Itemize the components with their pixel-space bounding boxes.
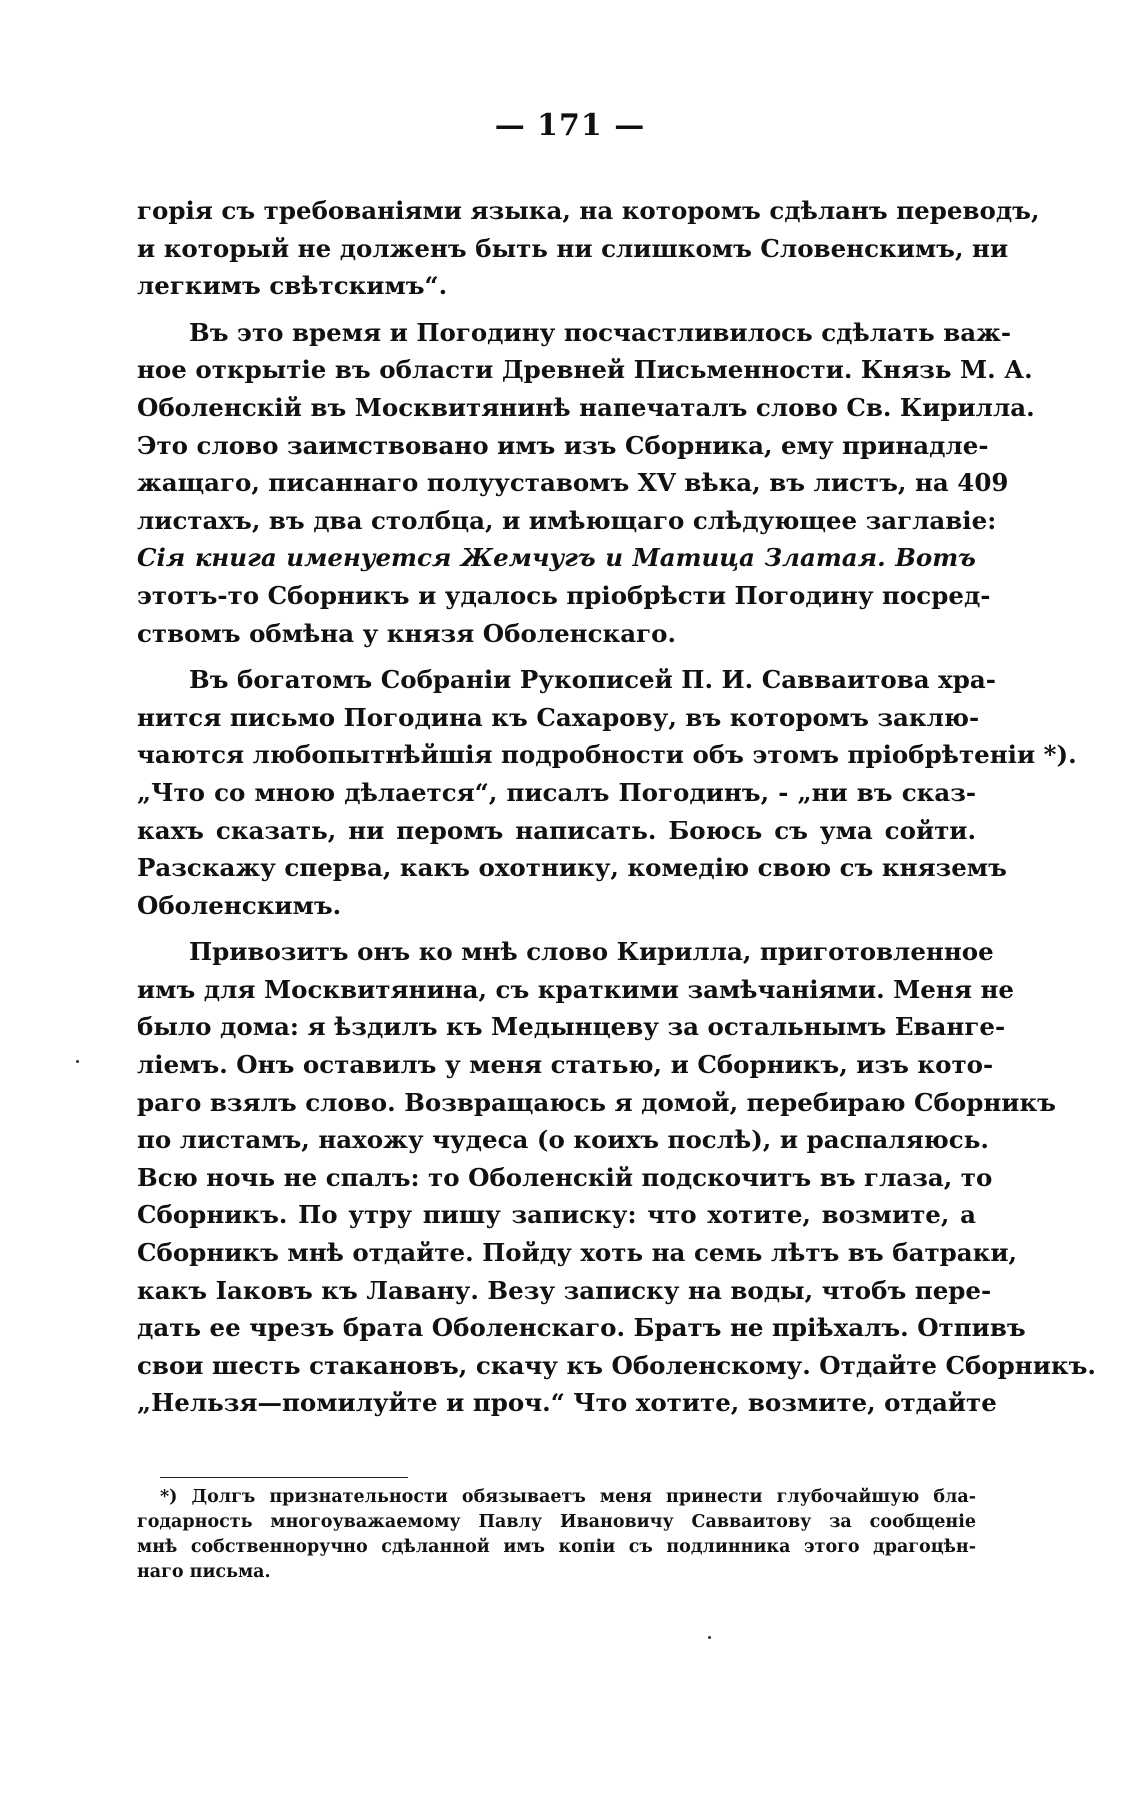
text-line: дать ее чрезъ брата Оболенскаго. Братъ не пріѣхалъ. Отпивъ <box>137 1313 1026 1343</box>
paragraph-3 <box>137 661 1077 924</box>
footnote-line: *) Долгъ признательности обязываетъ меня принести глубочайшую бла- <box>160 1487 976 1507</box>
footnote <box>137 1485 976 1585</box>
text-line: раго взялъ слово. Возвращаюсь я домой, перебираю Сборникъ <box>137 1087 1056 1117</box>
text-line: Сборникъ. По утру пишу записку: что хотите, возмите, а <box>137 1200 976 1230</box>
text-line: чаются любопытнѣйшія подробности объ этомъ пріобрѣтеніи *). <box>137 740 1077 770</box>
text-line: какъ Іаковъ къ Лавану. Везу записку на воды, чтобъ пере- <box>137 1275 992 1305</box>
text-line: по листамъ, нахожу чудеса (о коихъ послѣ), и распаляюсь. <box>137 1125 989 1155</box>
paragraph-2 <box>137 314 1035 652</box>
text-line: ное открытіе въ области Древней Письменности. Князь М. А. <box>137 355 1033 385</box>
footnote-line: наго письма. <box>137 1562 271 1582</box>
text-line: Всю ночь не спалъ: то Оболенскій подскочитъ въ глаза, то <box>137 1162 993 1192</box>
text-line: Сія книга именуется Жемчугъ и Матица Златая. Вотъ <box>137 543 976 573</box>
text-line: было дома: я ѣздилъ къ Медынцеву за остальнымъ Еванге- <box>137 1012 1006 1042</box>
text-line: Въ это время и Погодину посчастливилось сдѣлать важ- <box>189 317 1012 347</box>
paragraph-4 <box>137 933 1096 1422</box>
text-line: жащаго, писаннаго полууставомъ XV вѣка, въ листъ, на 409 <box>137 468 1009 498</box>
text-line: свои шесть стакановъ, скачу къ Оболенскому. Отдайте Сборникъ. <box>137 1350 1096 1380</box>
footnote-line: мнѣ собственноручно сдѣланной имъ копіи съ подлинника этого драгоцѣн- <box>137 1537 976 1557</box>
text-line: ствомъ обмѣна у князя Оболенскаго. <box>137 618 676 648</box>
text-line: листахъ, въ два столбца, и имѣющаго слѣдующее заглавіе: <box>137 505 997 535</box>
body-text <box>137 192 1096 1422</box>
text-line: „Что со мною дѣлается“, писалъ Погодинъ, - „ни въ сказ- <box>137 777 976 807</box>
text-line: нится письмо Погодина къ Сахарову, въ которомъ заклю- <box>137 702 980 732</box>
text-line: Это слово заимствовано имъ изъ Сборника, ему принадле- <box>137 430 989 460</box>
footnote-line: годарность многоуважаемому Павлу Ивановичу Савваитову за сообщеніе <box>137 1512 976 1532</box>
text-line: легкимъ свѣтскимъ“. <box>137 271 448 301</box>
text-line: Оболенскимъ. <box>137 890 342 920</box>
text-line: Оболенскій въ Москвитянинѣ напечаталъ слово Св. Кирилла. <box>137 392 1035 422</box>
text-line: имъ для Москвитянина, съ краткими замѣчаніями. Меня не <box>137 974 1014 1004</box>
page-number: — 171 — <box>494 108 646 143</box>
text-line: ліемъ. Онъ оставилъ у меня статью, и Сборникъ, изъ кото- <box>137 1050 994 1080</box>
text-line: „Нельзя—помилуйте и проч.“ Что хотите, возмите, отдайте <box>137 1388 997 1418</box>
text-line: Сборникъ мнѣ отдайте. Пойду хоть на семь лѣтъ въ батраки, <box>137 1238 1018 1268</box>
scan-speck <box>708 1636 711 1639</box>
text-line: горія съ требованіями языка, на которомъ сдѣланъ переводъ, <box>137 196 1040 225</box>
scan-speck <box>76 1060 79 1063</box>
text-line: Въ богатомъ Собраніи Рукописей П. И. Савваитова хра- <box>189 665 996 695</box>
text-line: Разскажу сперва, какъ охотнику, комедію свою съ княземъ <box>137 853 1007 883</box>
text-line: Привозитъ онъ ко мнѣ слово Кирилла, приготовленное <box>189 937 994 967</box>
text-line: этотъ-то Сборникъ и удалось пріобрѣсти Погодину посред- <box>137 580 991 610</box>
text-line: и который не долженъ быть ни слишкомъ Словенскимъ, ни <box>137 233 1009 263</box>
paragraph-1 <box>137 192 1040 305</box>
text-line: кахъ сказать, ни перомъ написать. Боюсь съ ума сойти. <box>137 815 976 845</box>
footnote-divider <box>160 1477 408 1478</box>
